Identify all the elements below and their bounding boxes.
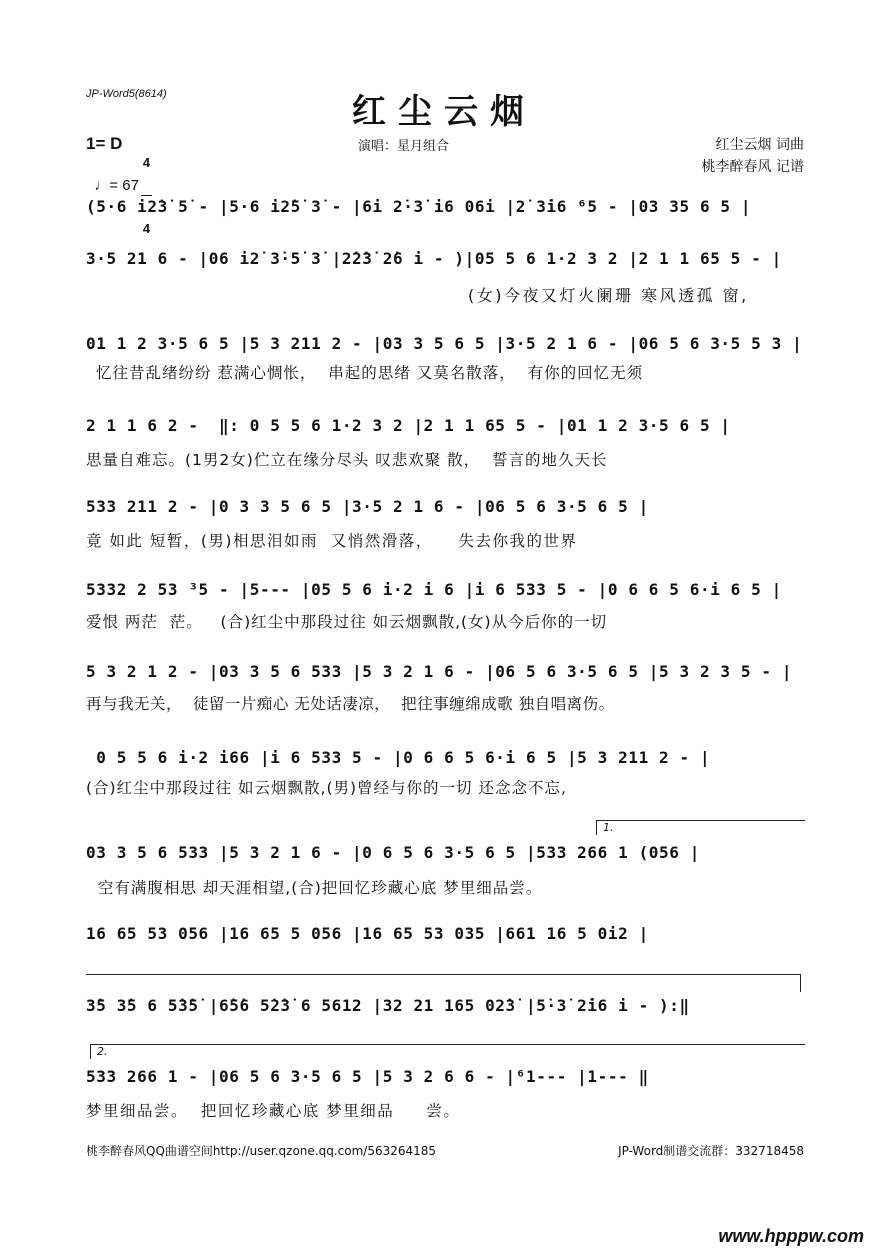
footer-left: 桃李醉春风QQ曲谱空间http://user.qzone.qq.com/563264185	[86, 1144, 437, 1158]
lyrics-line-12: 梦里细品尝。 把回忆珍藏心底 梦里细品 尝。	[86, 1102, 461, 1120]
notation-line-7: 5 3 2 1 2 - |03 3 5 6 533 |5 3 2 1 6 - |06 5 6 3·5 6 5 |5 3 2 3 5 - |	[86, 662, 793, 681]
time-signature-bottom: 4	[142, 221, 151, 236]
volta-bracket-2	[90, 1044, 805, 1059]
lyrics-line-4: 思量自难忘。(1男2女)伫立在缘分尽头 叹悲欢聚 散， 誓言的地久天长	[86, 451, 608, 469]
tempo-marking	[86, 160, 139, 194]
volta-2-label: 2.	[97, 1045, 108, 1058]
time-signature-top: 4	[142, 155, 151, 170]
tempo-value: = 67	[109, 177, 139, 194]
lyricist-credit: 红尘云烟 词曲	[715, 137, 804, 153]
volta-bracket-1	[596, 820, 805, 835]
volta-line	[86, 974, 800, 975]
notation-line-2: 3·5 21 6 - |06 i2̇ 3̇·5̇ 3̇ |2̇2̇3̇ 2̇6 i - )|05 5 6 1·2 3 2 |2 1 1 65 5 - |	[86, 249, 782, 268]
watermark: www.hpppw.com	[718, 1226, 864, 1246]
notation-line-12: 533 266 1 - |06 5 6 3·5 6 5 |5 3 2 6 6 - |⁶1--- |1--- ‖	[86, 1067, 649, 1086]
song-title: 红尘云烟	[352, 92, 536, 132]
transcriber-credit: 桃李醉春风 记谱	[701, 159, 804, 175]
volta-line-end	[800, 974, 801, 992]
volta-1-label: 1.	[603, 821, 614, 834]
notation-line-4: 2 1 1 6 2 - ‖: 0 5 5 6 1·2 3 2 |2 1 1 65 5 - |01 1 2 3·5 6 5 |	[86, 416, 731, 435]
notation-line-10: 16 65 53 056 |16 65 5 056 |16 65 53 035 |661 16 5 0i2 |	[86, 924, 649, 943]
notation-line-8: 0 5 5 6 i·2 i66 |i 6 533 5 - |0 6 6 5 6·i 6 5 |5 3 211 2 - |	[86, 748, 711, 767]
notation-line-11: 3̇5 3̇5 6 5̇3̇5̇ |6̇5̇6 5̇2̇3̇ 6 5612 |32 21 165 02̇3̇ |5̇·3̇ 2̇i6 i - ):‖	[86, 996, 690, 1015]
lyrics-line-9: 空有满腹相思 却天涯相望,(合)把回忆珍藏心底 梦里细品尝。	[86, 879, 543, 897]
lyrics-line-6: 爱恨 两茫 茫。 (合)红尘中那段过往 如云烟飘散,(女)从今后你的一切	[86, 613, 608, 631]
time-signature-bar	[141, 195, 152, 196]
time-signature	[141, 130, 152, 248]
key-signature: 1= D	[86, 134, 123, 153]
lyrics-line-2: (女)今夜又灯火阑珊 寒风透孤 窗,	[468, 286, 749, 305]
app-name: JP-Word5(8614)	[86, 88, 167, 100]
lyrics-line-3: 忆往昔乱绪纷纷 惹满心惆怅， 串起的思绪 又莫名散落， 有你的回忆无须	[96, 364, 644, 382]
lyrics-line-8: (合)红尘中那段过往 如云烟飘散,(男)曾经与你的一切 还念念不忘,	[86, 779, 567, 797]
notation-line-9: 03 3 5 6 533 |5 3 2 1 6 - |0 6 5 6 3·5 6 5 |533 266 1 (056 |	[86, 843, 700, 862]
singer-credit: 演唱：星月组合	[358, 139, 450, 154]
notation-line-3: 01 1 2 3·5 6 5 |5 3 211 2 - |03 3 5 6 5 |3·5 2 1 6 - |06 5 6 3·5 5 3 |	[86, 334, 803, 353]
lyrics-line-5: 竟 如此 短暂，(男)相思泪如雨 又悄然滑落， 失去你我的世界	[86, 532, 578, 550]
notation-line-6: 5332 2 53 ³5 - |5--- |05 5 6 i·2 i 6 |i 6 533 5 - |0 6 6 5 6·i 6 5 |	[86, 580, 782, 599]
quarter-note-icon: ♩	[94, 177, 110, 194]
footer-right: JP-Word制谱交流群：332718458	[618, 1144, 804, 1158]
notation-line-5: 533 211 2 - |0 3 3 5 6 5 |3·5 2 1 6 - |06 5 6 3·5 6 5 |	[86, 497, 649, 516]
notation-line-1: (5·6 i2̇3̇ 5̇ - |5·6 i2̇5̇ 3̇ - |6i 2̇·3̇ i6 06i |2̇ 3̇i6 ⁶5 - |03 35 6 5 |	[86, 197, 752, 216]
lyrics-line-7: 再与我无关， 徒留一片痴心 无处话凄凉， 把往事缠绵成歌 独自唱离伤。	[86, 695, 615, 713]
